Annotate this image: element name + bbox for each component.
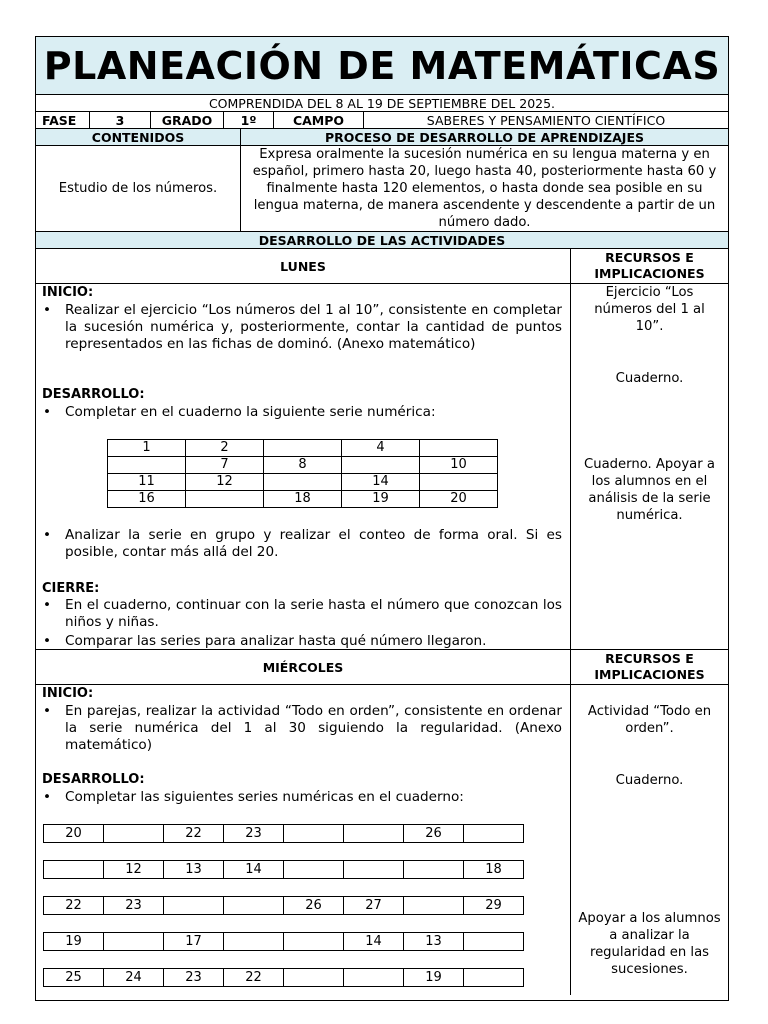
number-cell: 14 [342, 474, 420, 491]
lunes-desarrollo-label: DESARROLLO: [42, 387, 145, 402]
date-range: COMPRENDIDA DEL 8 AL 19 DE SEPTIEMBRE DEL 2025. [208, 95, 556, 111]
miercoles-desarrollo-item: • Completar las siguientes series numéricas en el cuaderno: [65, 789, 562, 806]
sequence-cell: 19 [404, 969, 464, 987]
sequence-cell: 29 [464, 897, 524, 915]
contenidos-header: CONTENIDOS [36, 129, 241, 145]
number-cell: 7 [186, 457, 264, 474]
lunes-cierre-item-1: • En el cuaderno, continuar con la serie hasta el número que conozcan los niños y niñas. [65, 597, 562, 631]
lunes-cierre-label: CIERRE: [42, 581, 100, 596]
contenido-text: Estudio de los números. [36, 146, 241, 231]
lunes-header: LUNES [36, 249, 571, 283]
sequence-cell [104, 825, 164, 843]
sequence-cell: 18 [464, 861, 524, 879]
lunes-recurso-2: Cuaderno. [615, 371, 684, 386]
sequence-cell: 22 [164, 825, 224, 843]
sequence-cell: 17 [164, 933, 224, 951]
sequence-row-2 [43, 860, 524, 879]
campo-value: SABERES Y PENSAMIENTO CIENTÍFICO [426, 112, 666, 128]
lunes-recurso-3: Cuaderno. Apoyar a los alumnos en el análisis de la serie numérica. [584, 457, 715, 523]
sequence-cell [224, 933, 284, 951]
sequence-cell [164, 897, 224, 915]
sequence-cell: 19 [44, 933, 104, 951]
sequence-cell: 23 [224, 825, 284, 843]
sequence-cell [404, 897, 464, 915]
sequence-cell [404, 861, 464, 879]
number-cell [264, 474, 342, 491]
miercoles-inicio-label: INICIO: [42, 686, 94, 701]
sequence-cell: 22 [224, 969, 284, 987]
number-cell: 10 [420, 457, 498, 474]
grado-value: 1º [224, 112, 274, 128]
sequence-cell: 22 [44, 897, 104, 915]
number-cell: 4 [342, 440, 420, 457]
pda-text: Expresa oralmente la sucesión numérica en su lengua materna y en español, primero hasta 20, luego hasta 40, posteriormente hasta 60 y finalmente hasta 120 elementos, o hasta donde sea posible en su lengua materna, de manera ascendente y descendente a partir de un número dado. [252, 147, 717, 230]
number-cell: 2 [186, 440, 264, 457]
page-title: PLANEACIÓN DE MATEMÁTICAS [36, 37, 728, 95]
miercoles-desarrollo-label: DESARROLLO: [42, 772, 145, 787]
sequence-cell [44, 861, 104, 879]
sequence-cell [464, 825, 524, 843]
lunes-desarrollo-item-1: • Completar en el cuaderno la siguiente serie numérica: [65, 404, 562, 421]
number-cell: 18 [264, 491, 342, 508]
desarrollo-header: DESARROLLO DE LAS ACTIVIDADES [258, 232, 506, 248]
number-cell: 20 [420, 491, 498, 508]
number-cell [108, 457, 186, 474]
number-cell [420, 474, 498, 491]
lunes-recurso-1: Ejercicio “Los números del 1 al 10”. [594, 285, 705, 334]
sequence-cell [344, 861, 404, 879]
sequence-cell [344, 825, 404, 843]
sequence-cell [104, 933, 164, 951]
number-cell [264, 440, 342, 457]
number-cell: 11 [108, 474, 186, 491]
sequence-cell: 26 [284, 897, 344, 915]
sequence-row-3 [43, 896, 524, 915]
sequence-cell [224, 897, 284, 915]
number-cell [186, 491, 264, 508]
number-cell: 1 [108, 440, 186, 457]
sequence-cell: 26 [404, 825, 464, 843]
sequence-cell [284, 861, 344, 879]
lunes-inicio-item: • Realizar el ejercicio “Los números del 1 al 10”, consistente en completar la sucesión numérica y, posteriormente, contar la cantidad de puntos representados en las fichas de dominó. (Anexo matemático) [65, 302, 562, 353]
lunes-recursos-header: RECURSOS E IMPLICACIONES [594, 250, 705, 281]
fase-value: 3 [90, 112, 151, 128]
number-cell: 19 [342, 491, 420, 508]
miercoles-recursos-header: RECURSOS E IMPLICACIONES [594, 651, 705, 682]
lunes-desarrollo-item-2: • Analizar la serie en grupo y realizar el conteo de forma oral. Si es posible, contar más allá del 20. [65, 527, 562, 561]
sequence-cell: 13 [404, 933, 464, 951]
miercoles-inicio-item: • En parejas, realizar la actividad “Todo en orden”, consistente en ordenar la serie numérica del 1 al 30 siguiendo la regularidad. (Anexo matemático) [65, 703, 562, 754]
sequence-cell: 14 [224, 861, 284, 879]
sequence-cell [464, 969, 524, 987]
sequence-cell: 23 [164, 969, 224, 987]
sequence-cell: 25 [44, 969, 104, 987]
campo-label: CAMPO [274, 112, 364, 128]
sequence-cell: 23 [104, 897, 164, 915]
lunes-number-table [107, 439, 498, 508]
number-cell [342, 457, 420, 474]
fase-label: FASE [36, 112, 90, 128]
sequence-cell: 14 [344, 933, 404, 951]
sequence-cell [284, 933, 344, 951]
number-cell: 8 [264, 457, 342, 474]
miercoles-recurso-1: Actividad “Todo en orden”. [587, 704, 712, 736]
sequence-cell: 27 [344, 897, 404, 915]
number-cell [420, 440, 498, 457]
grado-label: GRADO [151, 112, 224, 128]
sequence-cell: 13 [164, 861, 224, 879]
number-cell: 12 [186, 474, 264, 491]
miercoles-recurso-2: Cuaderno. [615, 773, 684, 788]
sequence-cell [464, 933, 524, 951]
miercoles-header: MIÉRCOLES [36, 650, 571, 684]
lesson-plan [35, 36, 729, 1001]
lunes-inicio-label: INICIO: [42, 285, 94, 300]
lunes-cierre-item-2: • Comparar las series para analizar hasta qué número llegaron. [65, 633, 562, 650]
sequence-row-4 [43, 932, 524, 951]
sequence-row-5 [43, 968, 524, 987]
sequence-cell: 12 [104, 861, 164, 879]
pda-header: PROCESO DE DESARROLLO DE APRENDIZAJES [325, 129, 644, 145]
miercoles-recurso-3: Apoyar a los alumnos a analizar la regularidad en las sucesiones. [578, 911, 721, 977]
sequence-cell [344, 969, 404, 987]
sequence-cell [284, 969, 344, 987]
sequence-row-1 [43, 824, 524, 843]
sequence-cell: 20 [44, 825, 104, 843]
number-cell: 16 [108, 491, 186, 508]
sequence-cell: 24 [104, 969, 164, 987]
sequence-cell [284, 825, 344, 843]
